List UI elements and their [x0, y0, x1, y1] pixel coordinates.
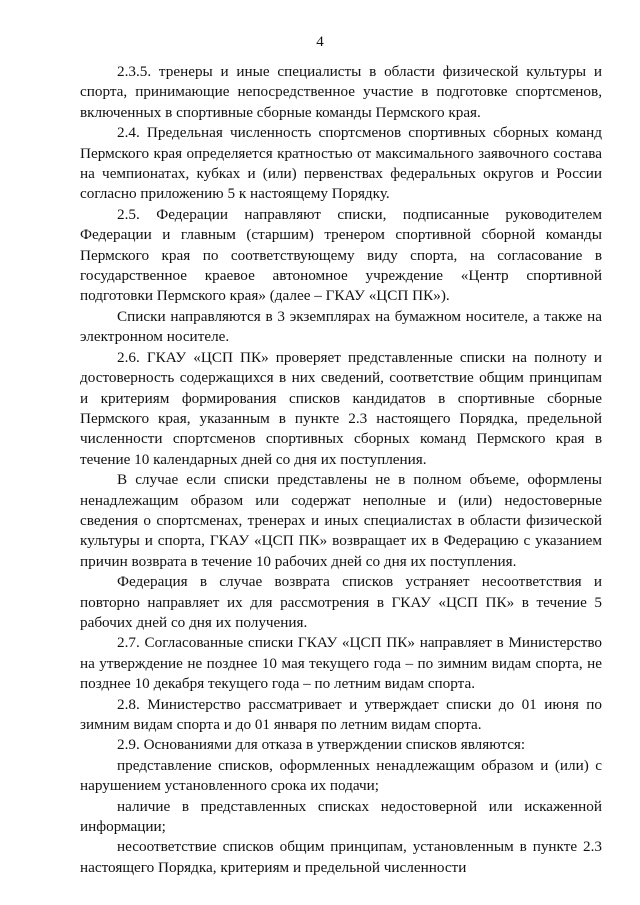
paragraph: 2.5. Федерации направляют списки, подписанные руководителем Федерации и главным (старшим) тренером спортивной сборной команды Пермского края по соответствующему виду спорта, на согласование в государственное краевое автономное учреждение «Центр спортивной подготовки Пермского края» (далее – ГКАУ «ЦСП ПК»). [80, 205, 602, 305]
paragraph: 2.3.5. тренеры и иные специалисты в области физической культуры и спорта, принимающие непосредственное участие в подготовке спортсменов, включенных в спортивные сборные команды Пермского края. [80, 63, 602, 121]
page-number: 4 [316, 34, 324, 50]
paragraph: Федерация в случае возврата списков устраняет несоответствия и повторно направляет их для рассмотрения в ГКАУ «ЦСП ПК» в течение 5 рабочих дней со дня их получения. [80, 573, 602, 631]
paragraph: наличие в представленных списках недостоверной или искаженной информации; [80, 797, 602, 836]
document-body [80, 62, 602, 878]
paragraph: представление списков, оформленных ненадлежащим образом и (или) с нарушением установленного срока их подачи; [80, 756, 602, 795]
paragraph: Списки направляются в 3 экземплярах на бумажном носителе, а также на электронном носителе. [80, 307, 602, 346]
paragraph: 2.4. Предельная численность спортсменов спортивных сборных команд Пермского края определяется кратностью от максимального заявочного состава на чемпионатах, кубках и (или) первенствах федеральных округов и России согласно приложению 5 к настоящему Порядку. [80, 124, 602, 203]
paragraph: В случае если списки представлены не в полном объеме, оформлены ненадлежащим образом или содержат неполные и (или) недостоверные сведения о спортсменах, тренерах и иных специалистах в области физической культуры и спорта, ГКАУ «ЦСП ПК» возвращает их в Федерацию с указанием причин возврата в течение 10 рабочих дней со дня их поступления. [80, 471, 602, 570]
paragraph: 2.9. Основаниями для отказа в утверждении списков являются: [117, 736, 526, 754]
paragraph: 2.8. Министерство рассматривает и утверждает списки до 01 июня по зимним видам спорта и до 01 января по летним видам спорта. [80, 695, 602, 733]
paragraph: несоответствие списков общим принципам, установленным в пункте 2.3 настоящего Порядка, критериям и предельной численности [80, 838, 602, 876]
paragraph: 2.6. ГКАУ «ЦСП ПК» проверяет представленные списки на полноту и достоверность содержащихся в них сведений, соответствие общим принципам и критериям формирования списков кандидатов в спортивные сборные Пермского края, указанным в пункте 2.3 настоящего Порядка, предельной численности спортсменов спортивных сборных команд Пермского края в течение 10 календарных дней со дня их поступления. [80, 348, 602, 468]
paragraph: 2.7. Согласованные списки ГКАУ «ЦСП ПК» направляет в Министерство на утверждение не позднее 10 мая текущего года – по зимним видам спорта, не позднее 10 декабря текущего года – по летним видам спорта. [80, 634, 602, 693]
